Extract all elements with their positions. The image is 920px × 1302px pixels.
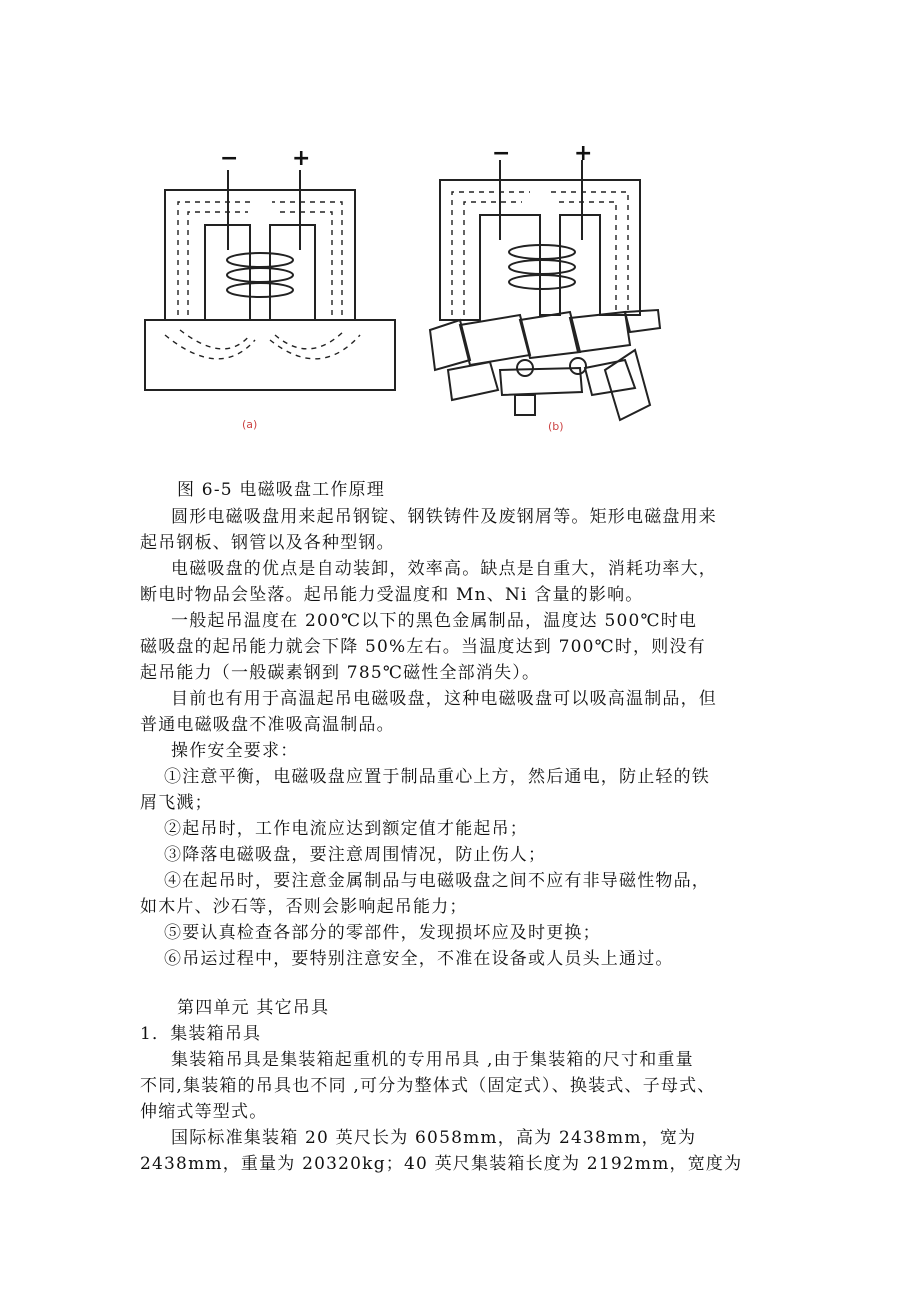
minus-sign-b: − (492, 141, 511, 166)
minus-sign-a: − (220, 146, 239, 171)
paragraph-line: 目前也有用于高温起吊电磁吸盘，这种电磁吸盘可以吸高温制品，但 (171, 689, 717, 709)
workpiece-plate-a (145, 320, 395, 390)
magnet-core-b (440, 180, 640, 320)
list-item: ⑤要认真检查各部分的零部件，发现损坏应及时更换； (164, 923, 601, 943)
list-item: ②起吊时，工作电流应达到额定值才能起吊； (164, 819, 528, 839)
paragraph-line: 起吊钢板、钢管以及各种型钢。 (140, 533, 395, 553)
paragraph-line: 伸缩式等型式。 (140, 1102, 268, 1122)
plus-sign-b: + (574, 141, 593, 166)
paragraph-line: 断电时物品会坠落。起吊能力受温度和 Mn、Ni 含量的影响。 (140, 585, 644, 605)
list-item: 如木片、沙石等，否则会影响起吊能力； (140, 897, 468, 917)
paragraph-line: 国际标准集装箱 20 英尺长为 6058mm，高为 2438mm，宽为 (171, 1128, 697, 1148)
list-item: ③降落电磁吸盘，要注意周围情况，防止伤人； (164, 845, 547, 865)
coil-b (509, 245, 575, 289)
list-item: 屑飞溅； (140, 793, 213, 813)
figure-label-b: (b) (548, 420, 564, 433)
list-item: ④在起吊时，要注意金属制品与电磁吸盘之间不应有非导磁性物品， (164, 871, 710, 891)
electromagnet-figure (130, 130, 690, 450)
figure-label-a: (a) (242, 418, 258, 431)
paragraph-line: 圆形电磁吸盘用来起吊钢锭、钢铁铸件及废钢屑等。矩形电磁盘用来 (171, 507, 717, 527)
scrap-pieces-b (430, 310, 660, 420)
coil-a (227, 253, 293, 297)
electromagnet-diagram (130, 130, 690, 450)
figure-caption: 图 6-5 电磁吸盘工作原理 (177, 480, 385, 500)
paragraph-line: 集装箱吊具是集装箱起重机的专用吊具 ,由于集装箱的尺寸和重量 (171, 1050, 694, 1070)
paragraph-line: 起吊能力（一般碳素钢到 785℃磁性全部消失）。 (140, 663, 541, 683)
paragraph-line: 不同,集装箱的吊具也不同 ,可分为整体式（固定式）、换装式、子母式、 (140, 1076, 716, 1096)
paragraph-line: 磁吸盘的起吊能力就会下降 50%左右。当温度达到 700℃时，则没有 (140, 637, 706, 657)
magnet-core-a (165, 190, 355, 320)
flux-lines-a (165, 202, 360, 359)
paragraph-line: 一般起吊温度在 200℃以下的黑色金属制品，温度达 500℃时电 (171, 611, 698, 631)
unit-heading: 第四单元 其它吊具 (177, 998, 330, 1018)
paragraph-line: 2438mm，重量为 20320kg；40 英尺集装箱长度为 2192mm，宽度为 (140, 1154, 743, 1174)
list-item: ①注意平衡，电磁吸盘应置于制品重心上方，然后通电，防止轻的铁 (164, 767, 710, 787)
paragraph-line: 电磁吸盘的优点是自动装卸，效率高。缺点是自重大，消耗功率大， (171, 559, 717, 579)
plus-sign-a: + (292, 146, 311, 171)
list-item: ⑥吊运过程中，要特别注意安全，不准在设备或人员头上通过。 (164, 949, 674, 969)
paragraph-line: 普通电磁吸盘不准吸高温制品。 (140, 715, 395, 735)
section-heading: 1．集装箱吊具 (140, 1024, 262, 1044)
section-subheading: 操作安全要求： (171, 741, 299, 761)
